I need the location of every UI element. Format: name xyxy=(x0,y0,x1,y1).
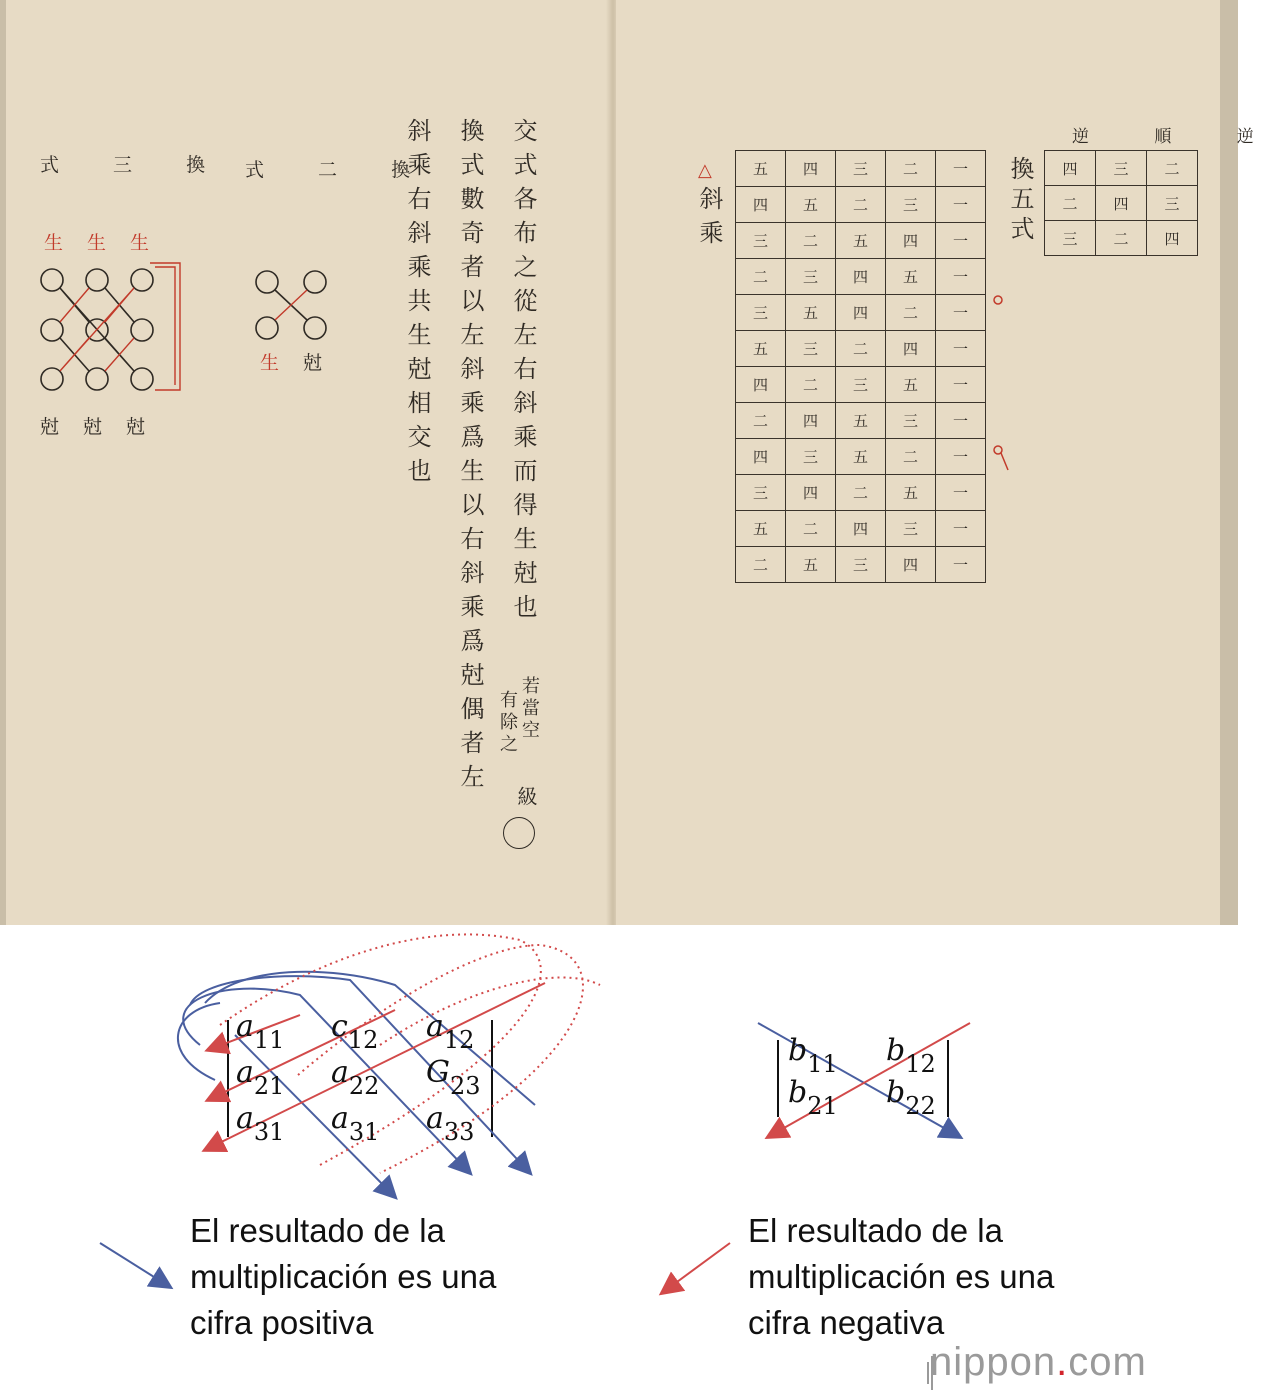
permutation-table xyxy=(735,150,986,583)
matrix2-cell: $b_{11}$ xyxy=(788,1033,838,1078)
permutation-cell: 一 xyxy=(936,475,986,511)
permutation-row xyxy=(736,367,986,403)
matrix3-cell: $a_{33}$ xyxy=(426,1101,475,1146)
left-label: 斜乘 xyxy=(695,186,723,254)
permutation-row xyxy=(736,331,986,367)
small-permutation-cell: 四 xyxy=(1045,151,1096,186)
permutation-cell: 三 xyxy=(786,331,836,367)
permutation-row xyxy=(736,403,986,439)
logo-dot: . xyxy=(1056,1340,1069,1384)
permutation-cell: 五 xyxy=(886,475,936,511)
permutation-cell: 四 xyxy=(836,259,886,295)
small-permutation-cell: 二 xyxy=(1147,151,1198,186)
permutation-cell: 一 xyxy=(936,259,986,295)
matrix3-cell: $a_{11}$ xyxy=(236,1009,285,1054)
permutation-cell: 四 xyxy=(836,295,886,331)
permutation-cell: 一 xyxy=(936,187,986,223)
permutation-cell: 四 xyxy=(886,331,936,367)
text-column-2: 換式數奇者以左斜乘爲生以右斜乘爲尅偶者左 xyxy=(456,118,484,798)
figure-three-top-label-0: 生 xyxy=(44,232,88,254)
permutation-cell: 三 xyxy=(886,511,936,547)
figure-three-bottom-labels xyxy=(40,412,169,439)
permutation-cell: 二 xyxy=(736,259,786,295)
caption-negative-line-2: multiplicación es una xyxy=(748,1258,1055,1295)
caption-negative-line-1: El resultado de la xyxy=(748,1212,1003,1249)
permutation-cell: 二 xyxy=(886,295,936,331)
permutation-cell: 三 xyxy=(736,295,786,331)
figure-two-title: 式 二 換 xyxy=(245,159,435,181)
permutation-cell: 五 xyxy=(886,259,936,295)
matrix3-cell: $a_{12}$ xyxy=(426,1009,475,1054)
triangle-mark: △ xyxy=(698,160,712,181)
small-permutation-cell: 二 xyxy=(1096,221,1147,256)
permutation-cell: 五 xyxy=(736,151,786,187)
permutation-cell: 五 xyxy=(736,511,786,547)
small-permutation-cell: 四 xyxy=(1147,221,1198,256)
permutation-row xyxy=(736,475,986,511)
permutation-cell: 一 xyxy=(936,511,986,547)
permutation-cell: 四 xyxy=(836,511,886,547)
permutation-cell: 四 xyxy=(736,439,786,475)
note-last: 級 xyxy=(514,786,538,816)
permutation-cell: 四 xyxy=(786,403,836,439)
permutation-row xyxy=(736,547,986,583)
small-permutation-cell: 三 xyxy=(1045,221,1096,256)
permutation-cell: 三 xyxy=(886,187,936,223)
permutation-cell: 五 xyxy=(836,403,886,439)
matrix3-cell: $a_{31}$ xyxy=(236,1101,285,1146)
permutation-cell: 三 xyxy=(786,439,836,475)
caption-positive xyxy=(190,1208,610,1346)
middle-label: 換五式 xyxy=(1006,156,1034,246)
reverse-header: 逆 順 逆 xyxy=(1072,127,1284,147)
note-small-2: 有除之 xyxy=(497,690,518,756)
small-permutation-row xyxy=(1045,186,1198,221)
permutation-cell: 二 xyxy=(736,547,786,583)
figure-three-bottom-label-2: 尅 xyxy=(126,416,170,438)
permutation-cell: 四 xyxy=(736,367,786,403)
matrix2-cell: $b_{22}$ xyxy=(886,1075,936,1120)
logo-suffix: com xyxy=(1068,1340,1147,1384)
figure-two-bottom-labels xyxy=(260,348,346,375)
figure-three-top-label-2: 生 xyxy=(130,232,174,254)
red-ring-marks xyxy=(990,290,1020,480)
permutation-cell: 五 xyxy=(886,367,936,403)
permutation-cell: 三 xyxy=(836,367,886,403)
permutation-row xyxy=(736,223,986,259)
permutation-cell: 一 xyxy=(936,403,986,439)
figure-three-diagram xyxy=(30,255,190,405)
caption-positive-line-3: cifra positiva xyxy=(190,1304,374,1341)
permutation-cell: 三 xyxy=(736,223,786,259)
permutation-cell: 五 xyxy=(736,331,786,367)
matrix3-cell: $G_{23}$ xyxy=(426,1055,481,1100)
permutation-cell: 三 xyxy=(836,547,886,583)
permutation-cell: 一 xyxy=(936,151,986,187)
permutation-cell: 二 xyxy=(886,151,936,187)
small-permutation-row xyxy=(1045,221,1198,256)
logo-name: nippon xyxy=(930,1340,1057,1384)
caption-positive-line-1: El resultado de la xyxy=(190,1212,445,1249)
note-small-1: 若當空 xyxy=(519,676,540,742)
permutation-row xyxy=(736,439,986,475)
permutation-cell: 三 xyxy=(836,151,886,187)
matrix3-cell: $a_{21}$ xyxy=(236,1055,285,1100)
permutation-cell: 二 xyxy=(886,439,936,475)
permutation-cell: 三 xyxy=(736,475,786,511)
permutation-row xyxy=(736,259,986,295)
small-permutation-table xyxy=(1044,150,1198,256)
permutation-cell: 一 xyxy=(936,331,986,367)
figure-three-top-labels xyxy=(44,228,173,255)
permutation-cell: 四 xyxy=(886,547,936,583)
permutation-cell: 四 xyxy=(736,187,786,223)
permutation-row xyxy=(736,295,986,331)
permutation-cell: 三 xyxy=(786,259,836,295)
figure-two-label-ke: 尅 xyxy=(303,352,347,374)
permutation-cell: 二 xyxy=(786,367,836,403)
permutation-cell: 五 xyxy=(786,295,836,331)
small-permutation-row xyxy=(1045,151,1198,186)
circle-mark xyxy=(503,817,535,849)
small-permutation-cell: 三 xyxy=(1147,186,1198,221)
permutation-cell: 一 xyxy=(936,223,986,259)
small-permutation-cell: 二 xyxy=(1045,186,1096,221)
permutation-cell: 二 xyxy=(836,475,886,511)
matrix3-cell: $a_{31}$ xyxy=(331,1101,380,1146)
matrix2-cell: $b_{21}$ xyxy=(788,1075,838,1120)
permutation-cell: 一 xyxy=(936,295,986,331)
figure-three-bottom-label-1: 尅 xyxy=(83,416,127,438)
figure-two-diagram xyxy=(245,262,345,347)
permutation-cell: 二 xyxy=(836,187,886,223)
permutation-cell: 一 xyxy=(936,547,986,583)
permutation-cell: 一 xyxy=(936,439,986,475)
matrix2-cell: $b_{12}$ xyxy=(886,1033,936,1078)
permutation-row xyxy=(736,511,986,547)
permutation-row xyxy=(736,151,986,187)
matrix3-cell: $a_{22}$ xyxy=(331,1055,380,1100)
permutation-cell: 四 xyxy=(786,151,836,187)
permutation-cell: 一 xyxy=(936,367,986,403)
matrix3-cell: $c_{12}$ xyxy=(331,1009,379,1054)
figure-three-top-label-1: 生 xyxy=(87,232,131,254)
permutation-cell: 五 xyxy=(786,187,836,223)
permutation-cell: 四 xyxy=(786,475,836,511)
figure-three-bottom-label-0: 尅 xyxy=(40,416,84,438)
nippon-logo[interactable] xyxy=(930,1340,1147,1385)
permutation-cell: 三 xyxy=(886,403,936,439)
caption-negative-line-3: cifra negativa xyxy=(748,1304,945,1341)
permutation-cell: 五 xyxy=(836,223,886,259)
permutation-cell: 五 xyxy=(836,439,886,475)
permutation-cell: 二 xyxy=(836,331,886,367)
small-permutation-cell: 四 xyxy=(1096,186,1147,221)
text-column-3: 斜乘右斜乘共生尅相交也 xyxy=(403,118,431,492)
permutation-cell: 五 xyxy=(786,547,836,583)
permutation-cell: 四 xyxy=(886,223,936,259)
permutation-row xyxy=(736,187,986,223)
caption-positive-line-2: multiplicación es una xyxy=(190,1258,497,1295)
permutation-cell: 二 xyxy=(786,223,836,259)
permutation-cell: 二 xyxy=(786,511,836,547)
caption-negative xyxy=(748,1208,1168,1346)
small-permutation-cell: 三 xyxy=(1096,151,1147,186)
figure-three-title: 式 三 換 xyxy=(40,154,230,176)
permutation-cell: 二 xyxy=(736,403,786,439)
figure-two-label-sheng: 生 xyxy=(260,352,304,374)
text-column-1: 交式各布之從左右斜乘而得生尅也 xyxy=(509,118,537,628)
